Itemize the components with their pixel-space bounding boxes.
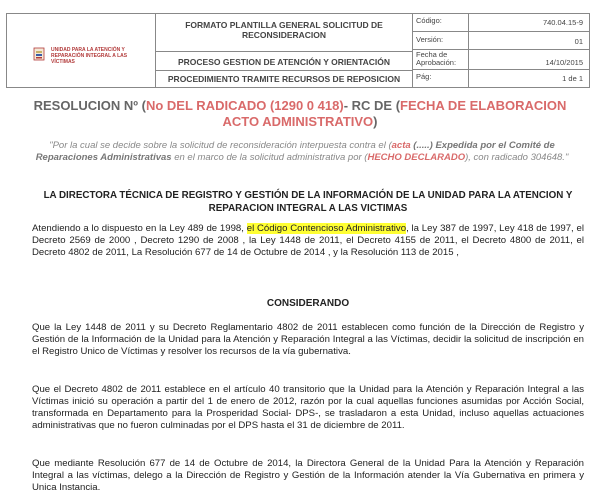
format-title: FORMATO PLANTILLA GENERAL SOLICITUD DE RECONSIDERACION <box>185 20 383 40</box>
title-radicado: No DEL RADICADO (1290 0 418) <box>145 98 344 113</box>
quote-part2: (.....) <box>410 140 433 151</box>
code-value: 740.04.15-9 <box>542 18 583 27</box>
header-process-cell <box>156 52 412 71</box>
version-value: 01 <box>574 37 583 46</box>
title-fecha: FECHA DE ELABORACION ACTO ADMINISTRATIVO <box>222 98 567 129</box>
quote-hecho: HECHO DECLARADO <box>367 152 466 163</box>
unit-logo-icon <box>33 47 45 61</box>
quote-part5: ), <box>465 152 471 163</box>
quote-part3: Expedida por el Comité de Reparaciones Administrativas <box>35 140 555 163</box>
header-middle <box>156 14 413 87</box>
considerando-heading: CONSIDERANDO <box>266 298 350 309</box>
page-value: 1 de 1 <box>562 74 583 83</box>
legal-basis-paragraph <box>32 223 584 259</box>
header-procedure-cell <box>156 71 412 87</box>
page-label: Pág: <box>416 72 432 81</box>
version-label: Versión: <box>416 35 444 44</box>
quote-part1: "Por la cual se decide sobre la solicitud de reconsideración interpuesta contra el ( <box>49 140 392 151</box>
title-middle: - RC DE ( <box>343 98 401 113</box>
approval-value: 14/10/2015 <box>545 58 583 67</box>
code-row <box>413 14 589 32</box>
procedure-name: PROCEDIMIENTO TRAMITE RECURSOS DE REPOSICION <box>167 74 401 84</box>
para1-after: , la Ley 387 de 1997, Ley 418 de 1997, el Decreto 2569 de 2000 , Decreto 1290 de 2008 , la Ley 1448 de 2011, el Decreto 4155 de 2011, el Decreto 4800 de 2011, el Decreto 4802 de 2011, La Resolución 677 de 14 de Octubre de 2014 , y la Resolución 113 de 2015 , <box>32 223 584 258</box>
process-name: PROCESO GESTION DE ATENCIÓN Y ORIENTACIÓN <box>177 57 391 67</box>
header-format-cell <box>156 14 412 52</box>
approval-row <box>413 50 589 70</box>
considerando-paragraph-3: Que mediante Resolución 677 de 14 de Octubre de 2014, la Directora General de la Unidad Para la Atención y Reparación Integral a las víctimas, delego a la Dirección de Registro y Gestión de la Información atender la Vía Gubernativa en primera y Unica Instancia. <box>32 458 584 493</box>
approval-label: Fecha de Aprobación: <box>416 50 457 67</box>
directora-heading: LA DIRECTORA TÉCNICA DE REGISTRO Y GESTIÓN DE LA INFORMACIÓN DE LA UNIDAD PARA LA ATENCION Y REPARACION INTEGRAL A LAS VICTIMAS <box>43 190 573 214</box>
logo-text: UNIDAD PARA LA ATENCIÓN Y REPARACIÓN INTEGRAL A LAS VÍCTIMAS <box>51 47 128 65</box>
considerando-paragraph-1: Que la Ley 1448 de 2011 y su Decreto Reglamentario 4802 de 2011 establecen como función de la Dirección de Registro y Gestión de la Información de la Unidad para la Atención y Reparación Integral a las Víctimas, decidir la solicitud de inscripción en el Registro Unico de Víctimas y resolver los recursos de la vía gubernativa. <box>32 322 584 357</box>
page-row <box>413 70 589 87</box>
title-prefix: RESOLUCION Nº ( <box>33 98 146 113</box>
highlighted-text: el Código Contencioso Administrativo <box>246 223 407 234</box>
title-suffix: ) <box>373 114 378 129</box>
code-label: Código: <box>416 16 442 25</box>
resolution-title <box>20 98 580 130</box>
resolution-summary <box>28 140 576 164</box>
document-header-table <box>6 13 590 88</box>
version-row <box>413 32 589 50</box>
para1-before: Atendiendo a lo dispuesto en la Ley 489 de 1998, <box>32 223 247 234</box>
quote-part6: con radicado 304648." <box>470 152 569 163</box>
considerando-paragraph-2: Que el Decreto 4802 de 2011 establece en el artículo 40 transitorio que la Unidad para la Atención y Reparación Integral a las Víctimas inició su operación a partir del 1 de enero de 2012, razón por la cual aquellas funciones asumidas por Acción Social, transformada en Departamento para la Prosperidad Social- DPS-, se trasladaron a esta Unidad, incluso aquellas actuaciones administrativas que no fueron culminadas por el DPS hasta el 31 de diciembre de 2011. <box>32 384 584 431</box>
header-meta <box>413 14 589 87</box>
logo-cell <box>7 14 156 87</box>
quote-acta: acta <box>391 140 411 151</box>
quote-part4: en el marco de la solicitud administrativa por ( <box>171 152 368 163</box>
